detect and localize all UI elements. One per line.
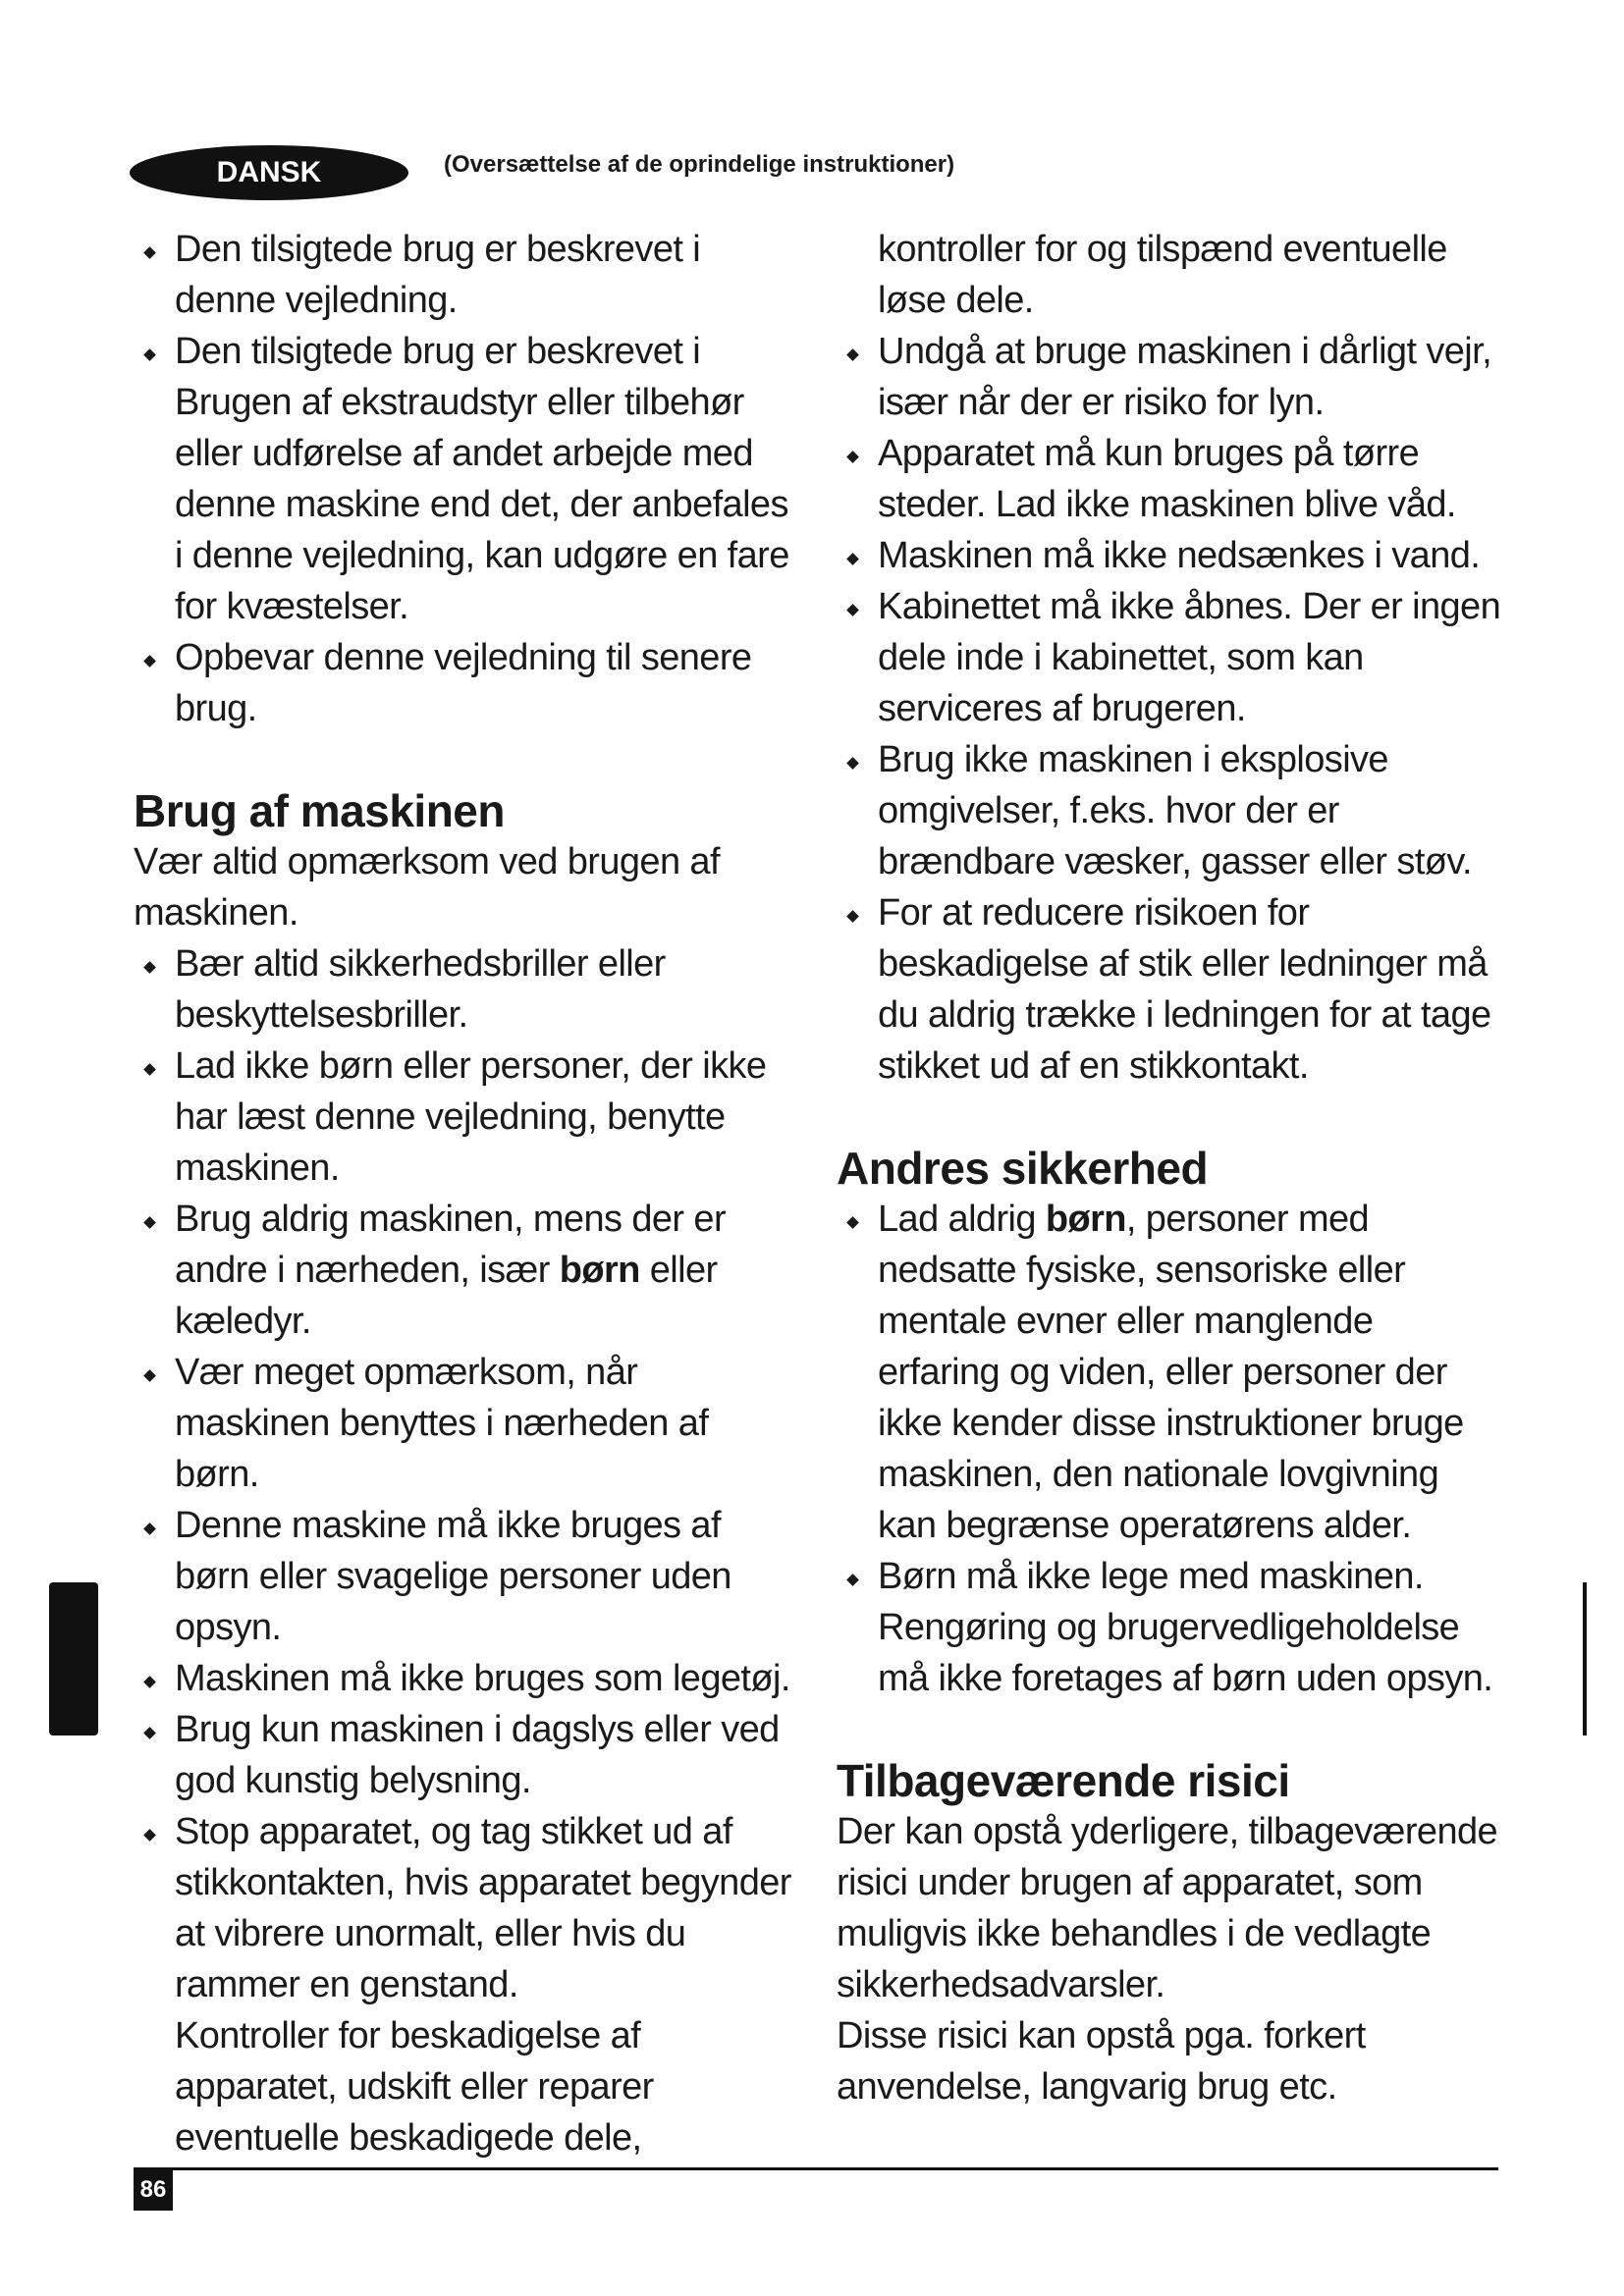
list-item: For at reducere risikoen for beskadigelse af stik eller ledninger må du aldrig trække i ledningen for at tage stikket ud af en stikkontakt.	[837, 887, 1504, 1092]
diamond-bullet-icon	[143, 1063, 156, 1076]
section-heading-usage: Brug af maskinen	[134, 785, 505, 836]
list-item: Lad aldrig børn, personer med nedsatte fysiske, sensoriske eller mentale evner eller manglende erfaring og viden, eller personer der ikke kender disse instruktioner bruge maskinen, den nationale lovgivning kan begrænse operatørens alder.	[837, 1194, 1504, 1551]
language-section-tab	[49, 1582, 98, 1735]
diamond-bullet-icon	[846, 1574, 859, 1586]
right-column	[837, 224, 1504, 2112]
list-item: Den tilsigtede brug er beskrevet i Brugen af ekstraudstyr eller tilbehør eller udførelse af andet arbejde med denne maskine end det, der anbefales i denne vejledning, kan udgøre en fare for kvæstelser.	[134, 326, 801, 632]
list-item: Vær meget opmærksom, når maskinen benyttes i nærheden af børn.	[134, 1347, 801, 1500]
diamond-bullet-icon	[846, 451, 859, 463]
diamond-bullet-icon	[846, 757, 859, 770]
list-item: Lad ikke børn eller personer, der ikke har læst denne vejledning, benytte maskinen.	[134, 1041, 801, 1194]
footer-divider	[134, 2167, 1498, 2170]
list-item: Brug aldrig maskinen, mens der er andre i nærheden, især børn eller kæledyr.	[134, 1194, 801, 1347]
list-item: Bær altid sikkerhedsbriller eller beskyttelsesbriller.	[134, 938, 801, 1041]
usage-intro: Vær altid opmærksom ved brugen af maskinen.	[134, 841, 720, 934]
list-item-continuation: Kontroller for beskadigelse af apparatet, udskift eller reparer eventuelle beskadigede dele,	[175, 2015, 654, 2159]
diamond-bullet-icon	[846, 553, 859, 565]
language-badge: DANSK	[130, 145, 408, 200]
list-item: Børn må ikke lege med maskinen. Rengøring og brugervedligeholdelse må ikke foretages af børn uden opsyn.	[837, 1551, 1504, 1704]
diamond-bullet-icon	[143, 961, 156, 974]
diamond-bullet-icon	[143, 1727, 156, 1739]
list-item-continuation: kontroller for og tilspænd eventuelle løse dele.	[878, 229, 1447, 321]
list-item: Denne maskine må ikke bruges af børn eller svagelige personer uden opsyn.	[134, 1500, 801, 1653]
list-item: Undgå at bruge maskinen i dårligt vejr, især når der er risiko for lyn.	[837, 326, 1504, 428]
list-item: Kabinettet må ikke åbnes. Der er ingen dele inde i kabinettet, som kan serviceres af brugeren.	[837, 581, 1504, 734]
diamond-bullet-icon	[846, 604, 859, 616]
list-item: Maskinen må ikke bruges som legetøj.	[134, 1653, 801, 1704]
left-column	[134, 224, 801, 2163]
diamond-bullet-icon	[143, 1829, 156, 1842]
list-item: Den tilsigtede brug er beskrevet i denne vejledning.	[134, 224, 801, 326]
diamond-bullet-icon	[143, 1676, 156, 1688]
list-item: Brug ikke maskinen i eksplosive omgivelser, f.eks. hvor der er brændbare væsker, gasser eller støv.	[837, 734, 1504, 887]
section-heading-residual-risks: Tilbageværende risici	[837, 1755, 1290, 1806]
residual-risks-paragraph: Der kan opstå yderligere, tilbageværende risici under brugen af apparatet, som muligvis ikke behandles i de vedlagte sikkerhedsadvarsler.	[837, 1811, 1498, 2005]
margin-marker-line	[1583, 1582, 1587, 1735]
diamond-bullet-icon	[143, 1369, 156, 1382]
list-item: Maskinen må ikke nedsænkes i vand.	[837, 530, 1504, 581]
translation-subtitle: (Oversættelse af de oprindelige instruktioner)	[444, 151, 955, 178]
diamond-bullet-icon	[143, 1522, 156, 1535]
list-item: Opbevar denne vejledning til senere brug.	[134, 632, 801, 734]
diamond-bullet-icon	[143, 655, 156, 667]
diamond-bullet-icon	[846, 348, 859, 361]
list-item: Apparatet må kun bruges på tørre steder. Lad ikke maskinen blive våd.	[837, 428, 1504, 530]
diamond-bullet-icon	[846, 910, 859, 923]
section-heading-others-safety: Andres sikkerhed	[837, 1143, 1209, 1194]
diamond-bullet-icon	[846, 1216, 859, 1229]
diamond-bullet-icon	[143, 1216, 156, 1229]
list-item: Brug kun maskinen i dagslys eller ved god kunstig belysning.	[134, 1704, 801, 1806]
diamond-bullet-icon	[143, 348, 156, 361]
list-item: Stop apparatet, og tag stikket ud af stikkontakten, hvis apparatet begynder at vibrere unormalt, eller hvis du rammer en genstand.	[134, 1806, 801, 2010]
page-number: 86	[134, 2169, 173, 2211]
residual-risks-paragraph: Disse risici kan opstå pga. forkert anvendelse, langvarig brug etc.	[837, 2015, 1366, 2108]
diamond-bullet-icon	[143, 246, 156, 259]
